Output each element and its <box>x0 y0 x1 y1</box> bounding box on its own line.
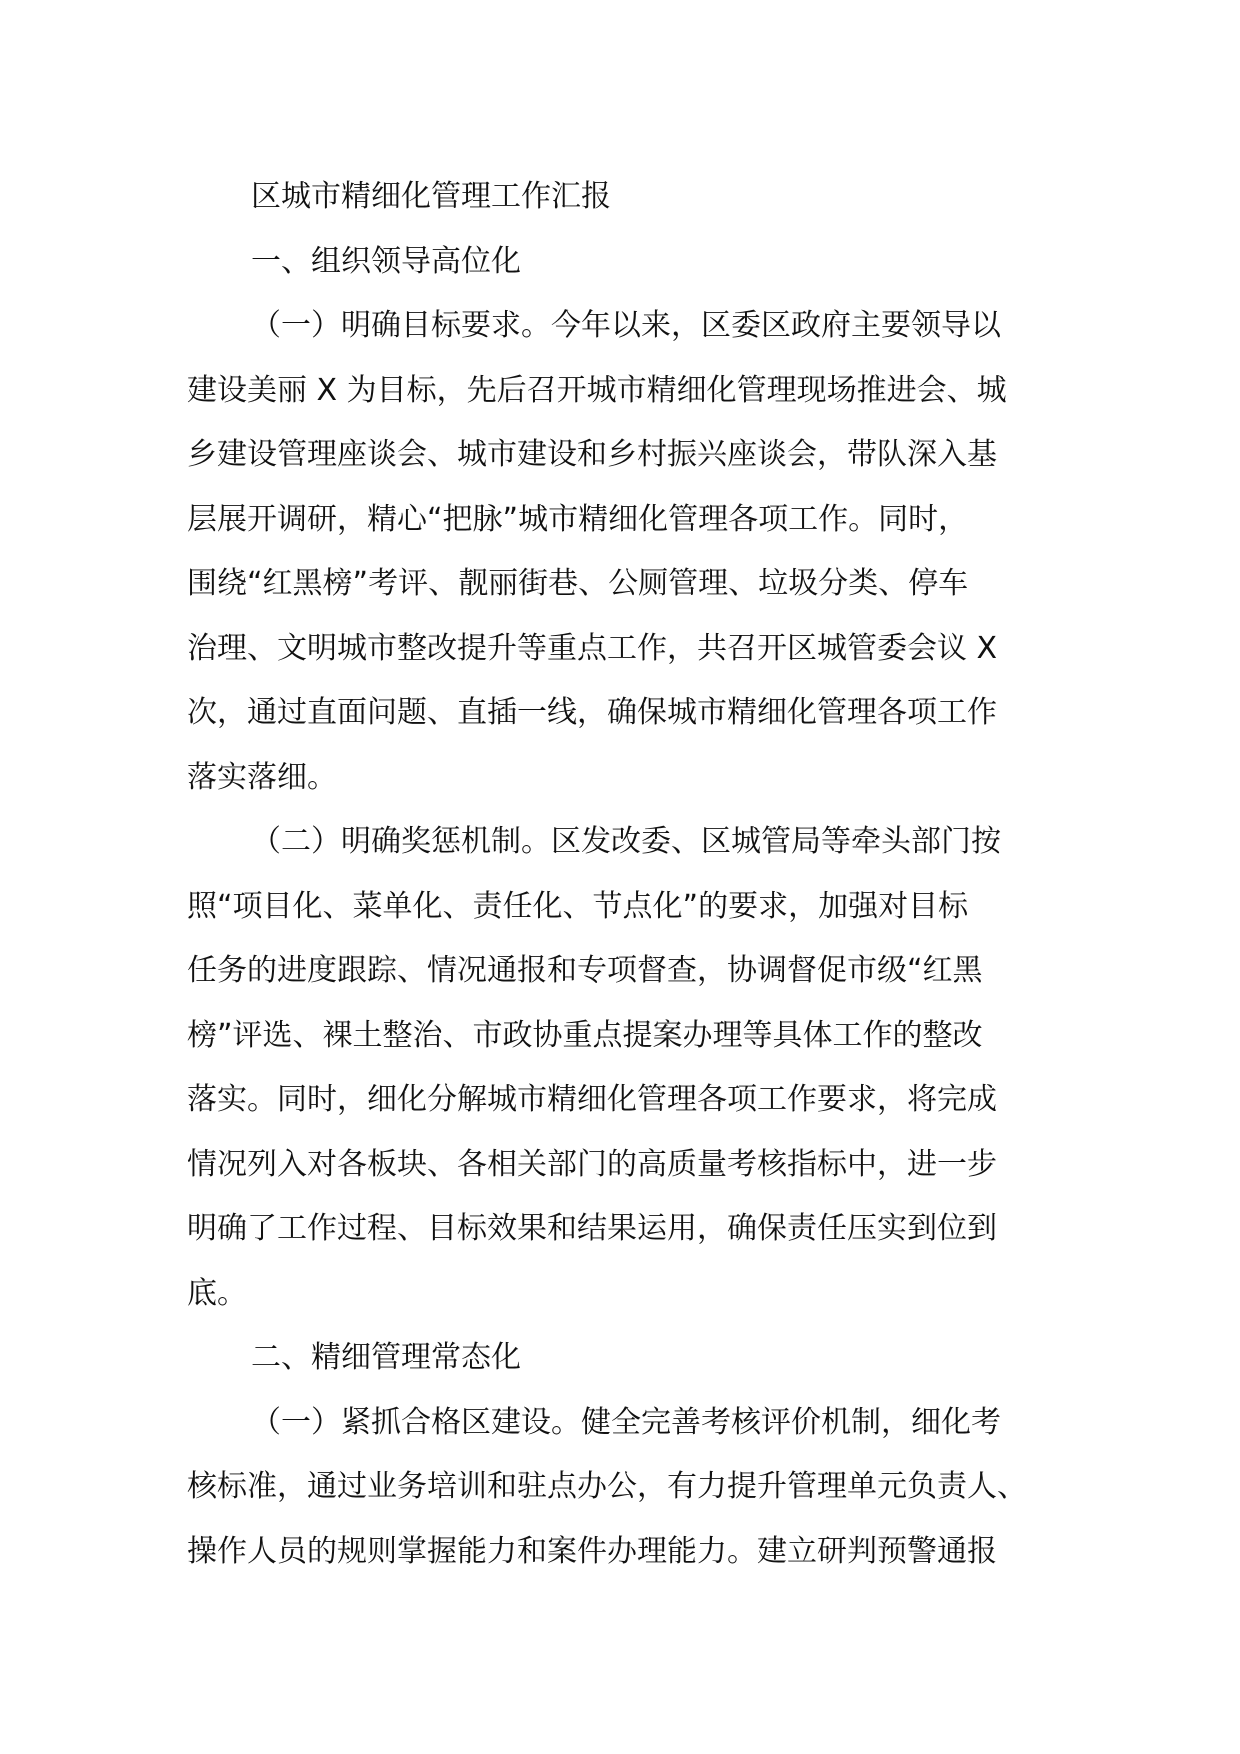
document-body <box>187 165 1057 1584</box>
document-title: 区城市精细化管理工作汇报 <box>251 179 611 214</box>
paragraph-line: 治理、文明城市整改提升等重点工作，共召开区城管委会议 X <box>187 630 998 666</box>
paragraph-line: 乡建设管理座谈会、城市建设和乡村振兴座谈会，带队深入基 <box>187 437 997 472</box>
paragraph-line: 底。 <box>187 1275 247 1311</box>
section-1-heading: 一、组织领导高位化 <box>251 243 521 279</box>
paragraph-line: 榜”评选、裸土整治、市政协重点提案办理等具体工作的整改 <box>187 1017 983 1053</box>
paragraph-line: 照“项目化、菜单化、责任化、节点化”的要求，加强对目标 <box>187 888 969 924</box>
paragraph-line: 落实落细。 <box>187 759 337 795</box>
section-2-heading: 二、精细管理常态化 <box>251 1340 521 1375</box>
paragraph-line: （一）紧抓合格区建设。健全完善考核评价机制，细化考 <box>251 1404 1001 1440</box>
paragraph-line: （二）明确奖惩机制。区发改委、区城管局等牵头部门按 <box>251 824 1001 859</box>
paragraph-line: 任务的进度跟踪、情况通报和专项督查，协调督促市级“红黑 <box>187 953 983 988</box>
section-1-paragraph-1 <box>187 294 1057 810</box>
paragraph-line: 次，通过直面问题、直插一线，确保城市精细化管理各项工作 <box>187 695 997 730</box>
paragraph-line: （一）明确目标要求。今年以来，区委区政府主要领导以 <box>251 308 1001 343</box>
paragraph-line: 操作人员的规则掌握能力和案件办理能力。建立研判预警通报 <box>187 1533 997 1569</box>
paragraph-line: 建设美丽 X 为目标，先后召开城市精细化管理现场推进会、城 <box>187 372 1007 408</box>
paragraph-line: 层展开调研，精心“把脉”城市精细化管理各项工作。同时， <box>187 501 969 537</box>
paragraph-line: 核标准，通过业务培训和驻点办公，有力提升管理单元负责人、 <box>187 1469 1027 1504</box>
paragraph-line: 情况列入对各板块、各相关部门的高质量考核指标中，进一步 <box>187 1146 997 1182</box>
paragraph-line: 落实。同时，细化分解城市精细化管理各项工作要求，将完成 <box>187 1082 997 1117</box>
paragraph-line: 围绕“红黑榜”考评、靓丽街巷、公厕管理、垃圾分类、停车 <box>187 566 969 601</box>
section-1-paragraph-2 <box>187 810 1057 1326</box>
section-2-paragraph-1 <box>187 1391 1057 1585</box>
paragraph-line: 明确了工作过程、目标效果和结果运用，确保责任压实到位到 <box>187 1211 997 1246</box>
